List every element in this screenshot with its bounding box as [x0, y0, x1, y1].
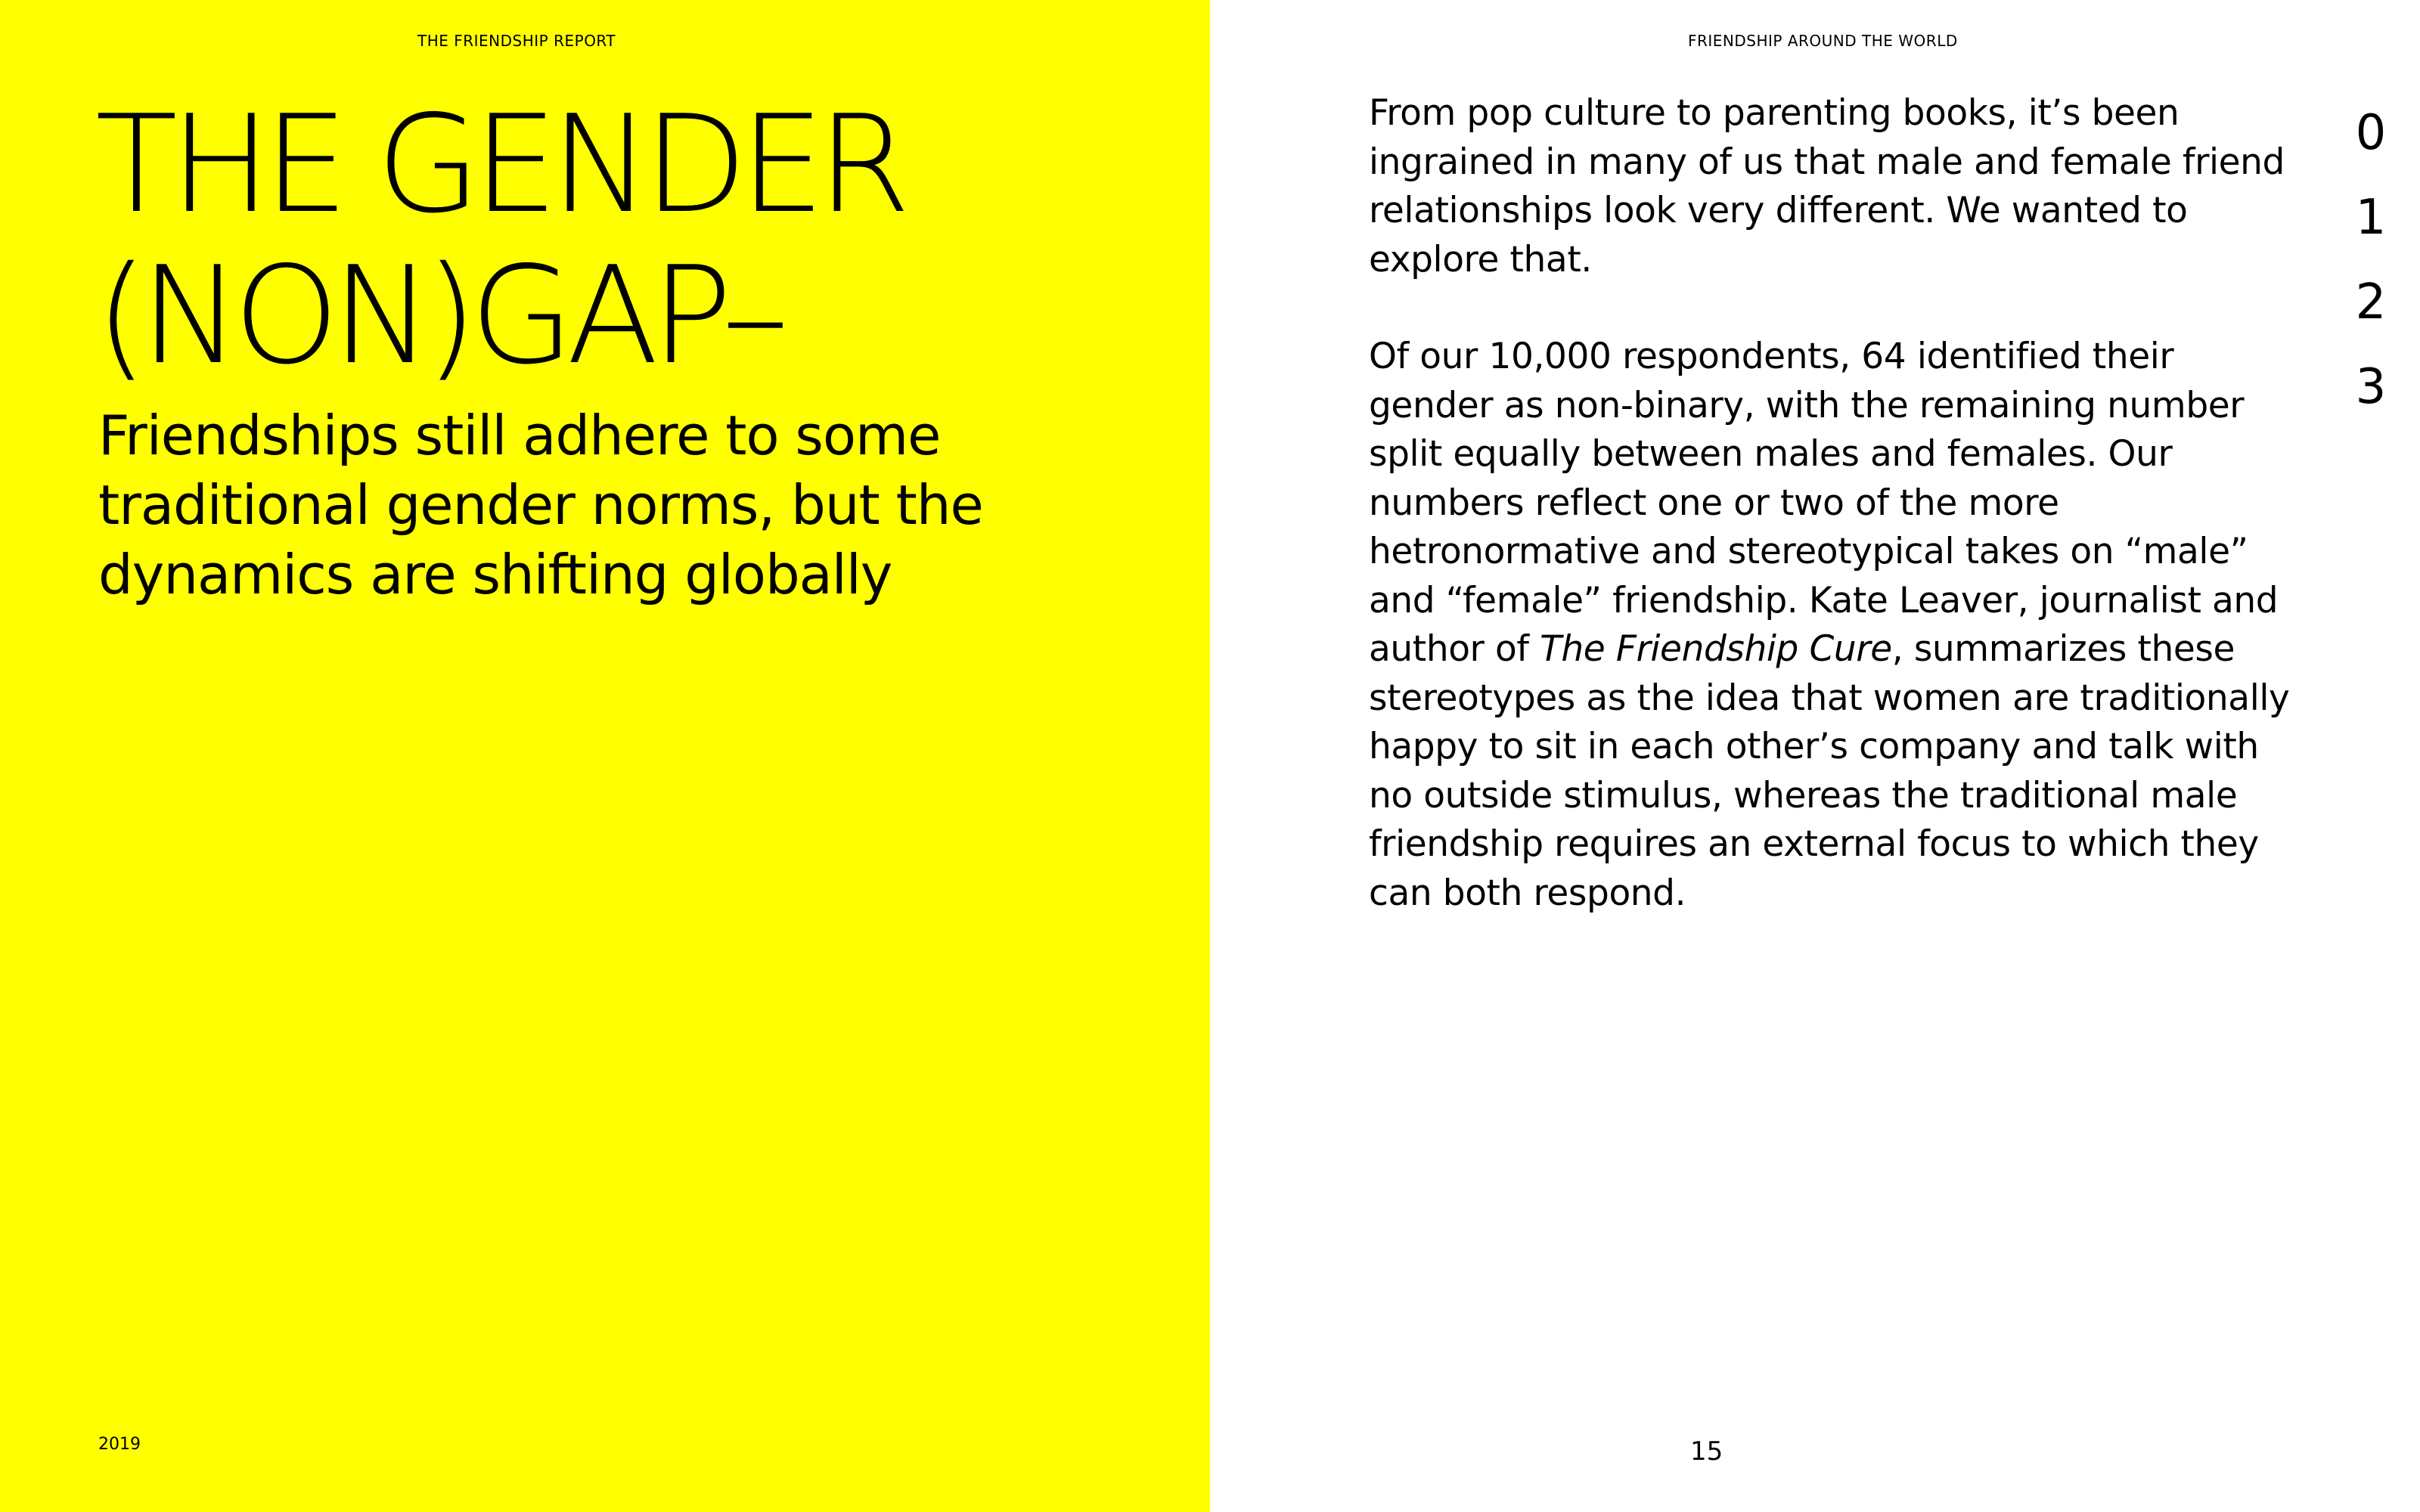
page-number: 15 — [1690, 1436, 1723, 1467]
title-line-1: THE GENDER — [95, 86, 904, 243]
paragraph-2-text-end: , summarizes these stereotypes as the idea that women are traditionally happy to sit in each other’s company and talk with no outside stimulus, whereas the traditional male friendship requires an external focus to which they can both respond. — [1369, 628, 2290, 914]
body-paragraph-2 — [1369, 333, 2307, 918]
running-head-right: FRIENDSHIP AROUND THE WORLD — [1688, 32, 1958, 50]
title-line-2: (NON)GAP– — [95, 237, 782, 394]
right-page — [1210, 0, 2420, 1512]
chapter-index — [2348, 91, 2394, 429]
running-head-left: THE FRIENDSHIP REPORT — [417, 32, 616, 50]
chapter-index-item[interactable]: 3 — [2355, 359, 2387, 415]
chapter-index-item[interactable]: 1 — [2355, 190, 2387, 246]
body-paragraph-1: From pop culture to parenting books, it’s been ingrained in many of us that male and female friend relationships look very different. We wanted to explore that. — [1369, 92, 2285, 280]
page-subtitle: Friendships still adhere to some traditional gender norms, but the dynamics are shifting globally — [98, 404, 983, 606]
book-title: The Friendship Cure — [1540, 628, 1892, 670]
chapter-index-item[interactable]: 0 — [2355, 105, 2387, 161]
chapter-index-item[interactable]: 2 — [2355, 274, 2387, 330]
year-label: 2019 — [98, 1435, 141, 1454]
body-text — [1369, 89, 2307, 966]
paragraph-2-text-start: Of our 10,000 respondents, 64 identified their gender as non-binary, with the remaining number split equally between males and females. Our numbers reflect one or two of the more hetronormative and stereotypical takes on “male” and “female” friendship. Kate Leaver, journalist and author of — [1369, 336, 2279, 670]
page-title — [95, 86, 904, 394]
